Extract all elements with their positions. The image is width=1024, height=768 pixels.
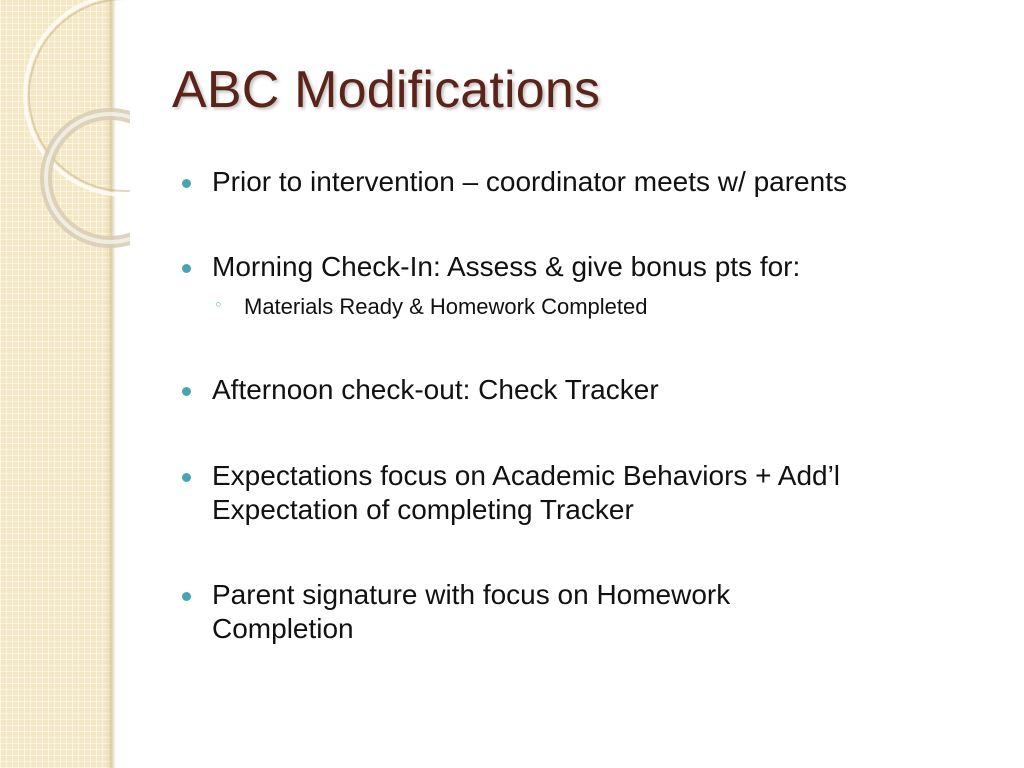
bullet-item xyxy=(180,250,1000,284)
bullet-icon xyxy=(182,179,191,188)
sub-bullet-text: Materials Ready & Homework Completed xyxy=(244,294,648,319)
bullet-text: Afternoon check-out: Check Tracker xyxy=(212,374,659,405)
bullet-icon xyxy=(182,473,191,482)
bullet-item xyxy=(180,578,860,646)
bullet-item xyxy=(180,165,1000,199)
bullet-text: Parent signature with focus on Homework Completion xyxy=(212,579,731,644)
slide-title: ABC Modifications xyxy=(172,61,601,119)
sub-bullet-item xyxy=(214,294,994,320)
bullet-item xyxy=(180,373,1000,407)
bullet-item xyxy=(180,459,960,527)
decorative-rings xyxy=(0,0,130,260)
bullet-text: Morning Check-In: Assess & give bonus pts for: xyxy=(212,251,801,282)
sub-bullet-icon: ◦ xyxy=(214,296,223,314)
bullet-text: Prior to intervention – coordinator meets w/ parents xyxy=(212,166,847,197)
bullet-text: Expectations focus on Academic Behaviors + Add’l Expectation of completing Tracker xyxy=(212,460,841,525)
bullet-icon xyxy=(182,592,191,601)
bullet-icon xyxy=(182,387,191,396)
bullet-icon xyxy=(182,264,191,273)
